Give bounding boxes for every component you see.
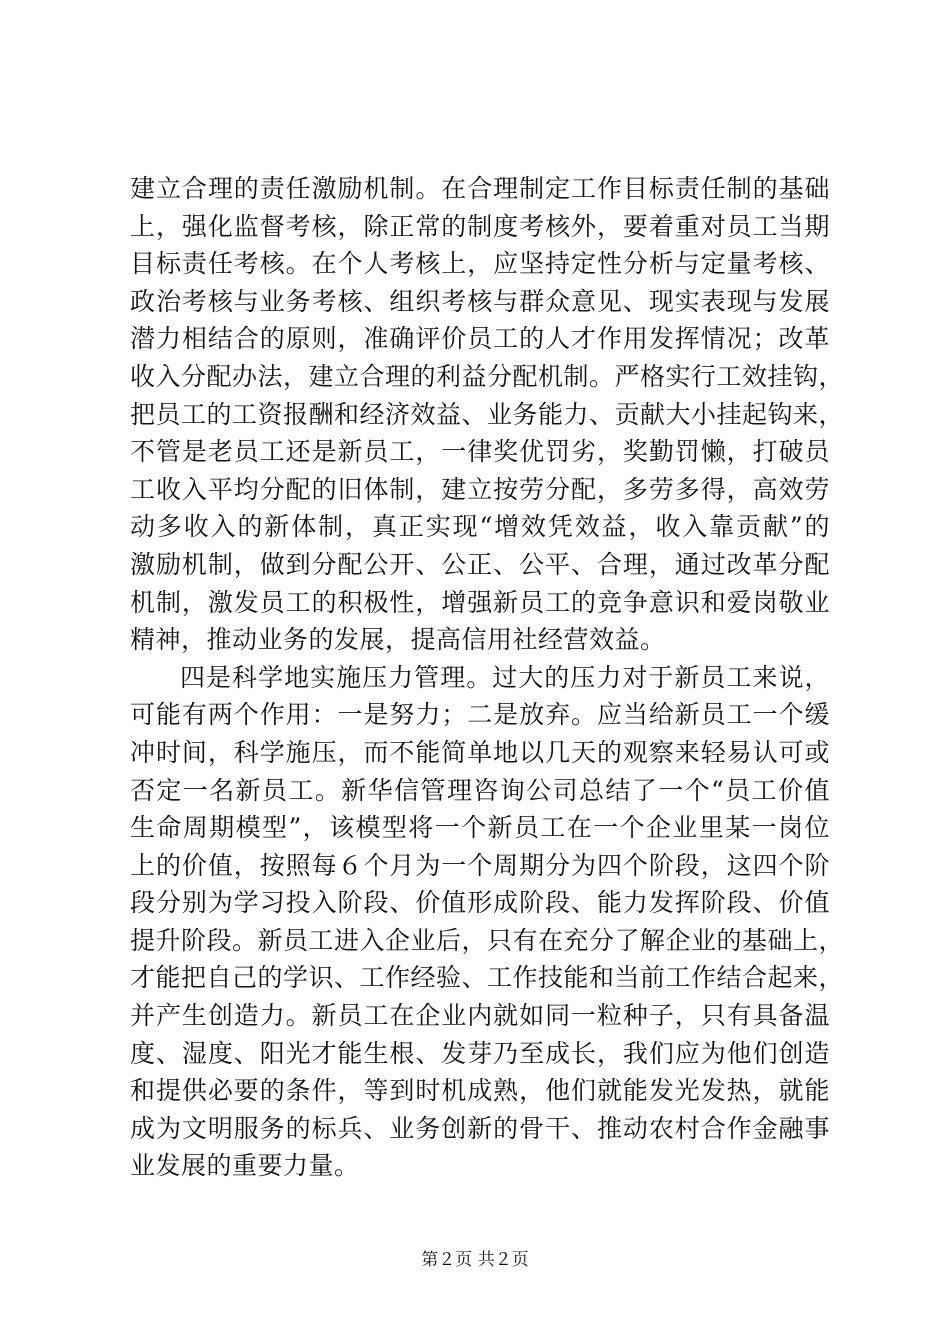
- text-line: 上的价值，按照每６个月为一个周期分为四个阶段，这四个阶: [130, 850, 830, 880]
- paragraph: [130, 659, 845, 1185]
- text-line: 可能有两个作用：一是努力；二是放弃。应当给新员工一个缓: [130, 700, 830, 730]
- text-line: 建立合理的责任激励机制。在合理制定工作目标责任制的基础: [130, 174, 830, 203]
- text-line: 不管是老员工还是新员工，一律奖优罚劣，奖勤罚懒，打破员: [130, 437, 830, 467]
- text-line: 目标责任考核。在个人考核上，应坚持定性分析与定量考核、: [130, 249, 830, 279]
- text-line: 潜力相结合的原则，准确评价员工的人才作用发挥情况；改革: [130, 324, 830, 354]
- text-line: 把员工的工资报酬和经济效益、业务能力、贡献大小挂起钩来，: [130, 399, 845, 429]
- text-line: 提升阶段。新员工进入企业后，只有在充分了解企业的基础上，: [130, 925, 845, 955]
- text-line: 政治考核与业务考核、组织考核与群众意见、现实表现与发展: [130, 286, 830, 316]
- text-line: 激励机制，做到分配公开、公正、公平、合理，通过改革分配: [130, 549, 830, 579]
- text-line: 成为文明服务的标兵、业务创新的骨干、推动农村合作金融事: [130, 1113, 830, 1143]
- text-line: 并产生创造力。新员工在企业内就如同一粒种子，只有具备温: [130, 1001, 830, 1031]
- text-line: 上，强化监督考核，除正常的制度考核外，要着重对员工当期: [130, 211, 830, 241]
- text-line: 业发展的重要力量。: [130, 1151, 360, 1181]
- text-line: 才能把自己的学识、工作经验、工作技能和当前工作结合起来，: [130, 963, 845, 993]
- text-line: 动多收入的新体制，真正实现“增效凭效益，收入靠贡献”的: [130, 512, 830, 542]
- text-line: 收入分配办法，建立合理的利益分配机制。严格实行工效挂钩，: [130, 361, 845, 391]
- text-line: 和提供必要的条件，等到时机成熟，他们就能发光发热，就能: [130, 1076, 830, 1106]
- text-line: 段分别为学习投入阶段、价值形成阶段、能力发挥阶段、价值: [130, 888, 830, 918]
- text-line: 否定一名新员工。新华信管理咨询公司总结了一个“员工价值: [130, 775, 830, 805]
- text-line: 工收入平均分配的旧体制，建立按劳分配，多劳多得，高效劳: [130, 474, 830, 504]
- text-line: 精神，推动业务的发展，提高信用社经营效益。: [130, 625, 666, 655]
- text-line: 度、湿度、阳光才能生根、发芽乃至成长，我们应为他们创造: [130, 1038, 830, 1068]
- paragraph: [130, 170, 845, 659]
- text-line: 四是科学地实施压力管理。过大的压力对于新员工来说，: [180, 662, 830, 692]
- document-body: [130, 170, 845, 1185]
- text-line: 生命周期模型”，该模型将一个新员工在一个企业里某一岗位: [130, 813, 830, 843]
- text-line: 机制，激发员工的积极性，增强新员工的竞争意识和爱岗敬业: [130, 587, 830, 617]
- text-line: 冲时间，科学施压，而不能简单地以几天的观察来轻易认可或: [130, 737, 830, 767]
- page-number-footer: 第２页 共２页: [421, 1250, 529, 1270]
